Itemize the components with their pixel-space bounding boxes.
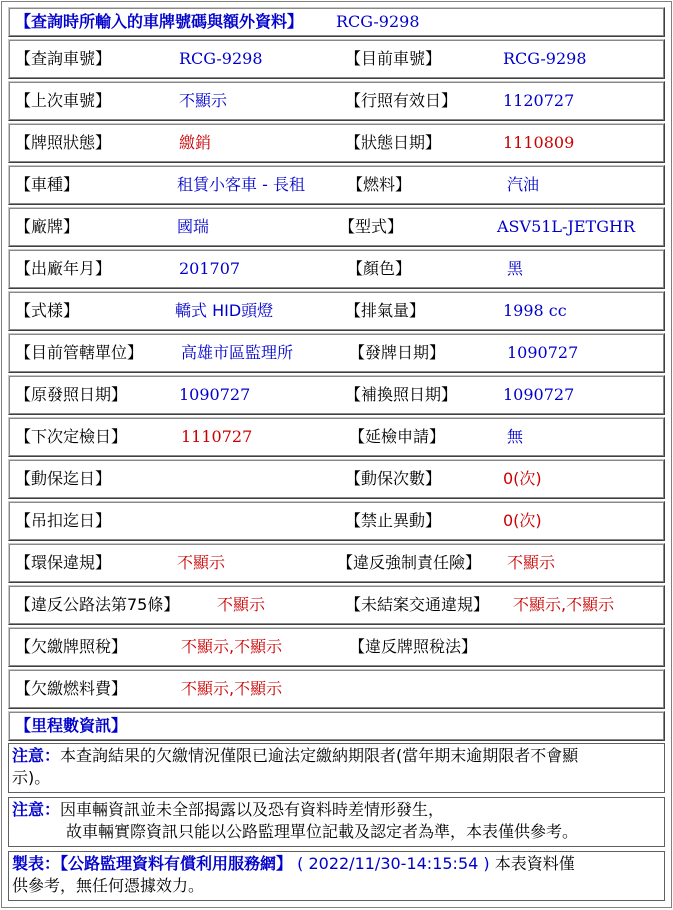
field-label: 【動保次數】 [345,469,442,488]
field-value: 轎式 HID頭燈 [175,301,274,320]
note-unpaid [8,743,665,793]
note1-text-a: 本查詢結果的欠繳情況僅限已逾法定繳納期限者(當年期末逾期限者不會顯 [60,746,579,765]
field-value: 1120727 [503,91,575,110]
field-label: 【牌照狀態】 [15,133,112,152]
field-value: 不顯示 [507,553,556,572]
field-label: 【禁止異動】 [345,511,442,530]
field-value: 汽油 [507,175,540,194]
field-value: RCG-9298 [503,49,587,68]
footer-text-a: 本表資料僅 [494,854,575,873]
field-label: 【式樣】 [15,301,80,320]
field-label: 【顏色】 [347,259,412,278]
footer-time: ( 2022/11/30-14:15:54 ) [297,854,490,873]
info-row [8,543,665,583]
field-label: 【發牌日期】 [349,343,446,362]
field-label: 【欠繳牌照稅】 [15,637,128,656]
field-label: 【原發照日期】 [15,385,128,404]
field-value: 1998 cc [503,301,567,320]
field-value: 黑 [507,259,524,278]
field-label: 【行照有效日】 [345,91,458,110]
field-value: 1110809 [503,133,575,152]
note-disclaimer [8,797,665,847]
field-label: 【廠牌】 [15,217,80,236]
field-label: 【目前管轄單位】 [15,343,144,362]
footer-note [8,851,665,901]
field-label: 【欠繳燃料費】 [15,679,128,698]
field-label: 【違反強制責任險】 [337,553,482,572]
field-value: 不顯示 [217,595,266,614]
field-value: 不顯示,不顯示 [513,595,615,614]
field-label: 【環保違規】 [15,553,112,572]
query-header-plate: RCG-9298 [336,12,420,31]
info-row [8,417,665,457]
info-row [8,333,665,373]
footer-text-b: 供參考，無任何憑據效力。 [12,876,205,895]
info-row [8,627,665,667]
field-value: ASV51L-JETGHR [497,217,636,236]
info-row [8,123,665,163]
field-label: 【下次定檢日】 [15,427,128,446]
field-value: 1110727 [181,427,253,446]
field-label: 【燃料】 [347,175,412,194]
note2-text-b: 故車輛實際資訊只能以公路監理單位記載及認定者為準，本表僅供參考。 [66,822,579,841]
field-value: 1090727 [507,343,579,362]
info-row [8,501,665,541]
field-value: 不顯示 [179,91,228,110]
note1-text-b: 示)。 [12,768,51,787]
info-row [8,459,665,499]
field-value: RCG-9298 [179,49,263,68]
info-row [8,207,665,247]
field-value: 不顯示 [177,553,226,572]
field-label: 【出廠年月】 [15,259,112,278]
info-row [8,249,665,289]
field-label: 【吊扣迄日】 [15,511,112,530]
info-row [8,291,665,331]
info-row [8,375,665,415]
field-value: 無 [507,427,524,446]
field-value: 201707 [179,259,241,278]
note2-text-a: 因車輛資訊並未全部揭露以及恐有資料時差情形發生， [60,800,445,819]
info-row [8,81,665,121]
field-value: 國瑞 [177,217,210,236]
field-label: 【型式】 [339,217,404,236]
note2-label: 注意： [12,800,61,819]
field-label: 【補換照日期】 [345,385,458,404]
field-label: 【目前車號】 [345,49,442,68]
field-value: 高雄市區監理所 [181,343,294,362]
field-label: 【違反牌照稅法】 [349,637,478,656]
field-value: 0(次) [503,469,542,488]
info-row [8,165,665,205]
mileage-row [8,711,665,741]
field-label: 【違反公路法第75條】 [15,595,180,614]
field-label: 【車種】 [15,175,80,194]
field-label: 【動保迄日】 [15,469,112,488]
info-row [8,669,665,709]
field-label: 【延檢申請】 [349,427,446,446]
field-label: 【查詢車號】 [15,49,112,68]
info-row [8,39,665,79]
field-label: 【排氣量】 [345,301,426,320]
query-header-title: 【查詢時所輸入的車牌號碼與額外資料】 [15,12,304,31]
field-value: 不顯示,不顯示 [181,637,283,656]
info-row [8,585,665,625]
note1-label: 注意： [12,746,61,765]
footer-source: 【公路監理資料有償利用服務網】 [60,854,293,873]
field-label: 【狀態日期】 [345,133,442,152]
field-label: 【上次車號】 [15,91,112,110]
field-value: 0(次) [503,511,542,530]
field-label: 【未結案交通違規】 [345,595,490,614]
query-header-row [8,7,665,37]
field-value: 1090727 [503,385,575,404]
field-value: 1090727 [179,385,251,404]
field-value: 不顯示,不顯示 [181,679,283,698]
footer-label: 製表： [12,854,61,873]
mileage-title: 【里程數資訊】 [15,716,128,735]
field-value: 租賃小客車 - 長租 [177,175,305,194]
field-value: 繳銷 [179,133,212,152]
